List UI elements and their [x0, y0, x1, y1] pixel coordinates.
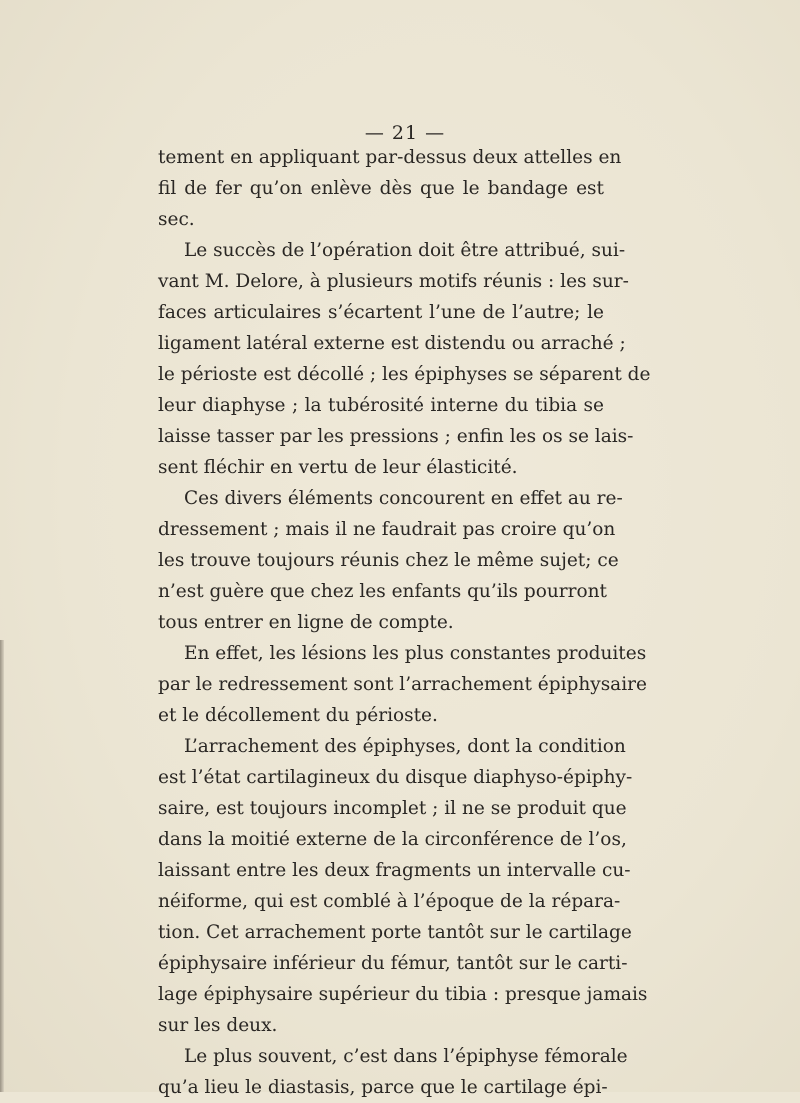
- text-line: Ces divers éléments concourent en effet au re-: [184, 488, 623, 509]
- text-line: épiphysaire inférieur du fémur, tantôt sur le carti-: [158, 953, 628, 974]
- text-line: est l’état cartilagineux du disque diaphyso-épiphy-: [158, 767, 633, 788]
- page-binding-edge: [0, 640, 4, 1092]
- body-text: [158, 142, 651, 1103]
- text-line: néiforme, qui est comblé à l’époque de la répara-: [158, 891, 621, 912]
- text-line: sent fléchir en vertu de leur élasticité.: [158, 457, 518, 478]
- text-line: ligament latéral externe est distendu ou arraché ;: [158, 333, 626, 354]
- text-line: et le décollement du périoste.: [158, 705, 438, 726]
- text-line: les trouve toujours réunis chez le même sujet; ce: [158, 550, 619, 571]
- text-line: tement en appliquant par-dessus deux attelles en: [158, 147, 622, 168]
- text-line: dressement ; mais il ne faudrait pas croire qu’on: [158, 519, 616, 540]
- text-line: lage épiphysaire supérieur du tibia : presque jamais: [158, 984, 648, 1005]
- text-line: tion. Cet arrachement porte tantôt sur le cartilage: [158, 922, 632, 943]
- text-line: vant M. Delore, à plusieurs motifs réunis : les sur-: [158, 271, 629, 292]
- text-line: Le succès de l’opération doit être attribué, sui-: [184, 240, 626, 261]
- text-line: laisse tasser par les pressions ; enfin les os se lais-: [158, 426, 634, 447]
- page-number: — 21 —: [364, 122, 446, 144]
- text-line: le périoste est décollé ; les épiphyses se séparent de: [158, 364, 651, 385]
- text-line: sec.: [158, 209, 195, 230]
- text-line: leur diaphyse ; la tubérosité interne du tibia se: [158, 395, 604, 416]
- text-line: En effet, les lésions les plus constantes produites: [184, 643, 647, 664]
- text-line: Le plus souvent, c’est dans l’épiphyse fémorale: [184, 1046, 628, 1067]
- text-line: L’arrachement des épiphyses, dont la condition: [184, 736, 626, 757]
- text-line: n’est guère que chez les enfants qu’ils pourront: [158, 581, 607, 602]
- text-line: sur les deux.: [158, 1015, 278, 1036]
- text-line: par le redressement sont l’arrachement épiphysaire: [158, 674, 647, 695]
- text-line: faces articulaires s’écartent l’une de l’autre; le: [158, 302, 604, 323]
- text-line: saire, est toujours incomplet ; il ne se produit que: [158, 798, 627, 819]
- text-line: qu’a lieu le diastasis, parce que le cartilage épi-: [158, 1077, 608, 1098]
- text-line: tous entrer en ligne de compte.: [158, 612, 454, 633]
- text-line: laissant entre les deux fragments un intervalle cu-: [158, 860, 631, 881]
- text-line: fil de fer qu’on enlève dès que le bandage est: [158, 178, 604, 199]
- text-line: dans la moitié externe de la circonférence de l’os,: [158, 829, 627, 850]
